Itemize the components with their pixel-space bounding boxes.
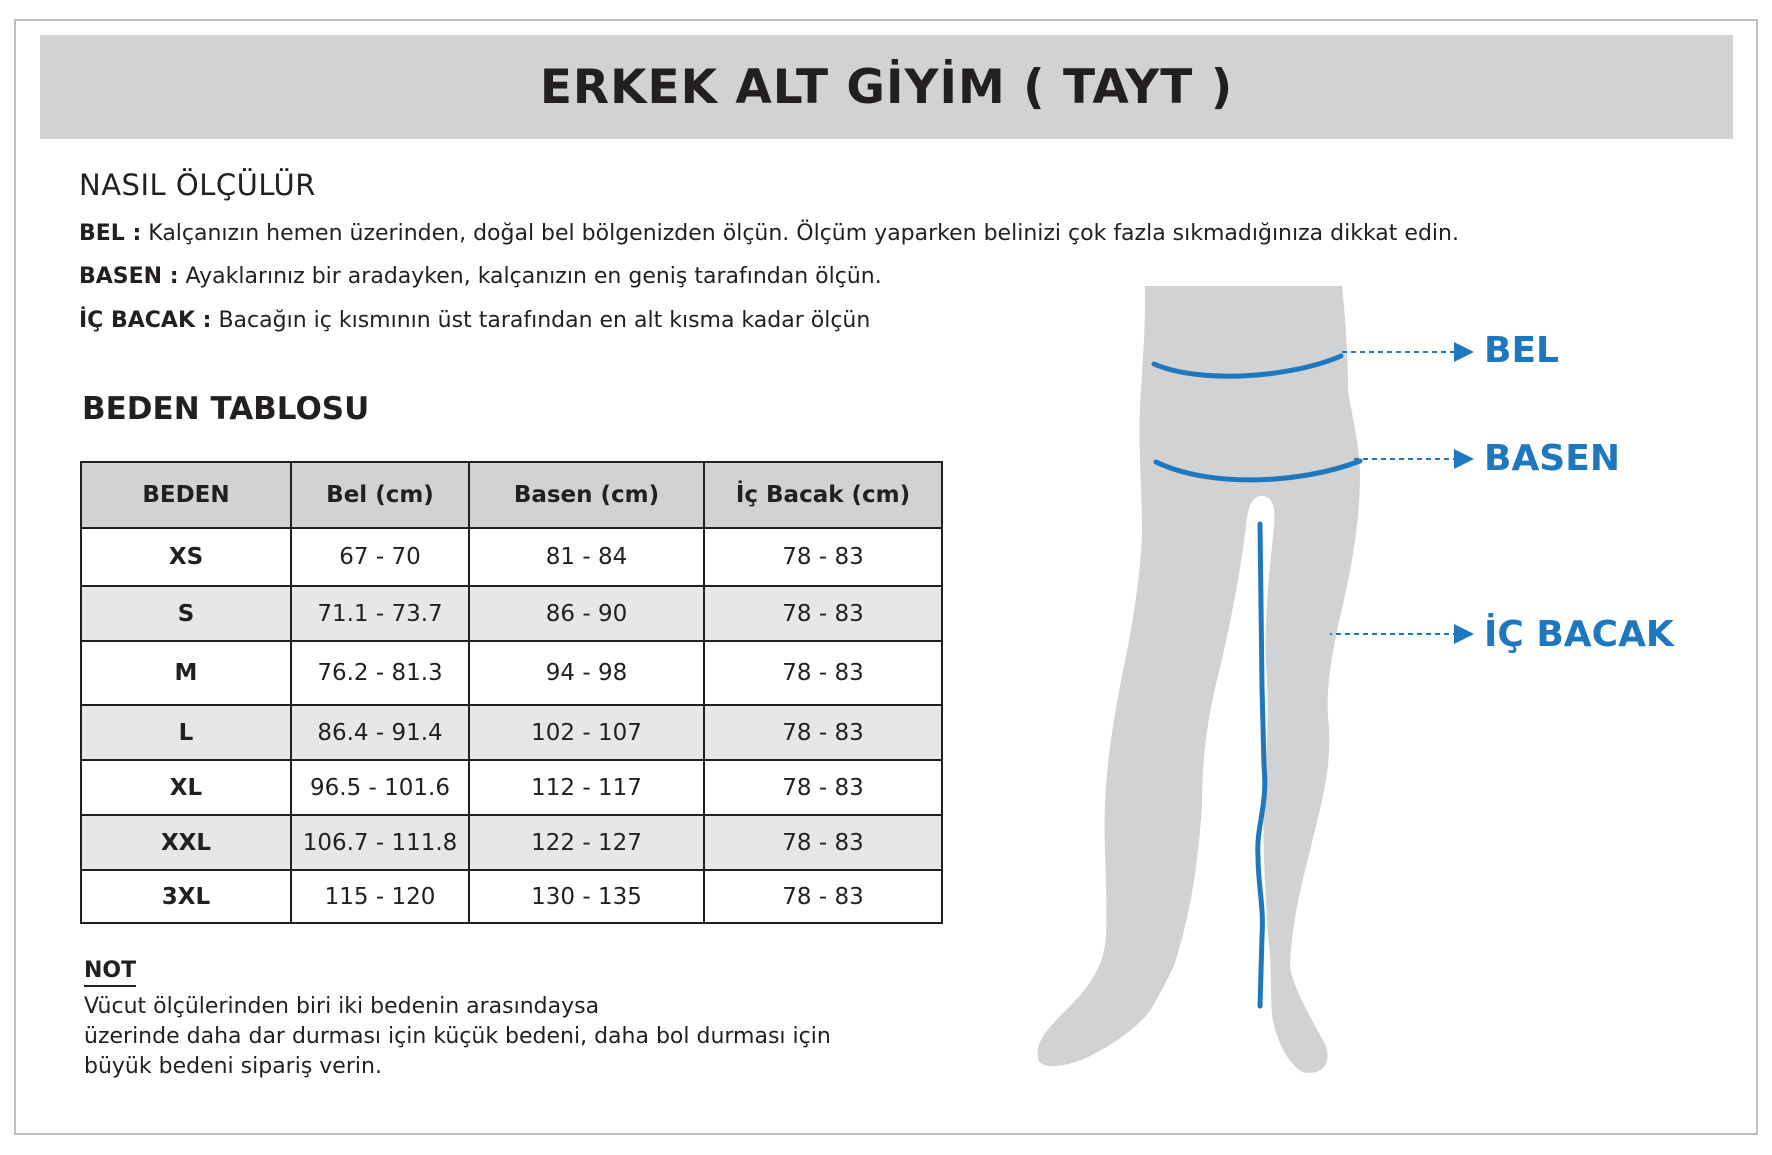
hip-cell: 94 - 98	[469, 641, 704, 705]
waist-cell: 96.5 - 101.6	[291, 760, 469, 815]
size-cell: L	[81, 705, 291, 760]
note-line: üzerinde daha dar durması için küçük bedeni, daha bol durması için	[84, 1024, 831, 1049]
body-figure-illustration	[1030, 286, 1370, 1086]
instruction-hip	[79, 264, 882, 289]
instruction-term: BASEN :	[79, 264, 179, 289]
size-cell: XXL	[81, 815, 291, 870]
inseam-cell: 78 - 83	[704, 705, 942, 760]
title-bar	[40, 35, 1733, 139]
waist-cell: 76.2 - 81.3	[291, 641, 469, 705]
page-title: ERKEK ALT GİYİM ( TAYT )	[539, 59, 1234, 115]
table-row	[81, 586, 942, 641]
inseam-cell: 78 - 83	[704, 641, 942, 705]
inseam-cell: 78 - 83	[704, 815, 942, 870]
instruction-waist	[79, 221, 1459, 246]
inseam-cell: 78 - 83	[704, 760, 942, 815]
size-cell: S	[81, 586, 291, 641]
hip-cell: 112 - 117	[469, 760, 704, 815]
waist-cell: 67 - 70	[291, 528, 469, 586]
hip-label: BASEN	[1484, 438, 1620, 479]
hip-cell: 122 - 127	[469, 815, 704, 870]
waist-cell: 71.1 - 73.7	[291, 586, 469, 641]
instruction-term: İÇ BACAK :	[79, 308, 212, 333]
note-line: Vücut ölçülerinden biri iki bedenin arasındaysa	[84, 994, 600, 1019]
size-cell: XL	[81, 760, 291, 815]
table-row	[81, 528, 942, 586]
hip-cell: 81 - 84	[469, 528, 704, 586]
how-to-heading: NASIL ÖLÇÜLÜR	[79, 168, 316, 202]
note-line: büyük bedeni sipariş verin.	[84, 1054, 382, 1079]
legs-silhouette	[1037, 286, 1360, 1073]
instruction-inseam	[79, 308, 870, 333]
instruction-text: Ayaklarınız bir aradayken, kalçanızın en geniş tarafından ölçün.	[185, 264, 882, 289]
inseam-cell: 78 - 83	[704, 586, 942, 641]
inseam-cell: 78 - 83	[704, 870, 942, 923]
note-heading: NOT	[84, 958, 136, 987]
measure-arrows	[1330, 340, 1480, 650]
size-cell: 3XL	[81, 870, 291, 923]
instruction-text: Bacağın iç kısmının üst tarafından en alt kısma kadar ölçün	[218, 308, 871, 333]
size-cell: M	[81, 641, 291, 705]
waist-cell: 115 - 120	[291, 870, 469, 923]
note-body	[84, 992, 831, 1082]
table-row	[81, 641, 942, 705]
size-table-heading: BEDEN TABLOSU	[82, 391, 370, 427]
waist-cell: 86.4 - 91.4	[291, 705, 469, 760]
column-header: Bel (cm)	[291, 462, 469, 528]
size-cell: XS	[81, 528, 291, 586]
table-row	[81, 705, 942, 760]
waist-label: BEL	[1484, 330, 1559, 371]
hip-cell: 86 - 90	[469, 586, 704, 641]
table-row	[81, 870, 942, 923]
instruction-term: BEL :	[79, 221, 142, 246]
table-row	[81, 760, 942, 815]
inseam-measure-line	[1258, 524, 1265, 1006]
column-header: İç Bacak (cm)	[704, 462, 942, 528]
instruction-text: Kalçanızın hemen üzerinden, doğal bel bölgenizden ölçün. Ölçüm yaparken belinizi çok fazla sıkmadığınıza dikkat edin.	[148, 221, 1459, 246]
size-table	[80, 461, 943, 924]
inseam-label: İÇ BACAK	[1484, 614, 1674, 655]
table-row	[81, 815, 942, 870]
column-header: BEDEN	[81, 462, 291, 528]
hip-cell: 102 - 107	[469, 705, 704, 760]
waist-cell: 106.7 - 111.8	[291, 815, 469, 870]
inseam-cell: 78 - 83	[704, 528, 942, 586]
column-header: Basen (cm)	[469, 462, 704, 528]
size-table-header-row	[81, 462, 942, 528]
hip-cell: 130 - 135	[469, 870, 704, 923]
